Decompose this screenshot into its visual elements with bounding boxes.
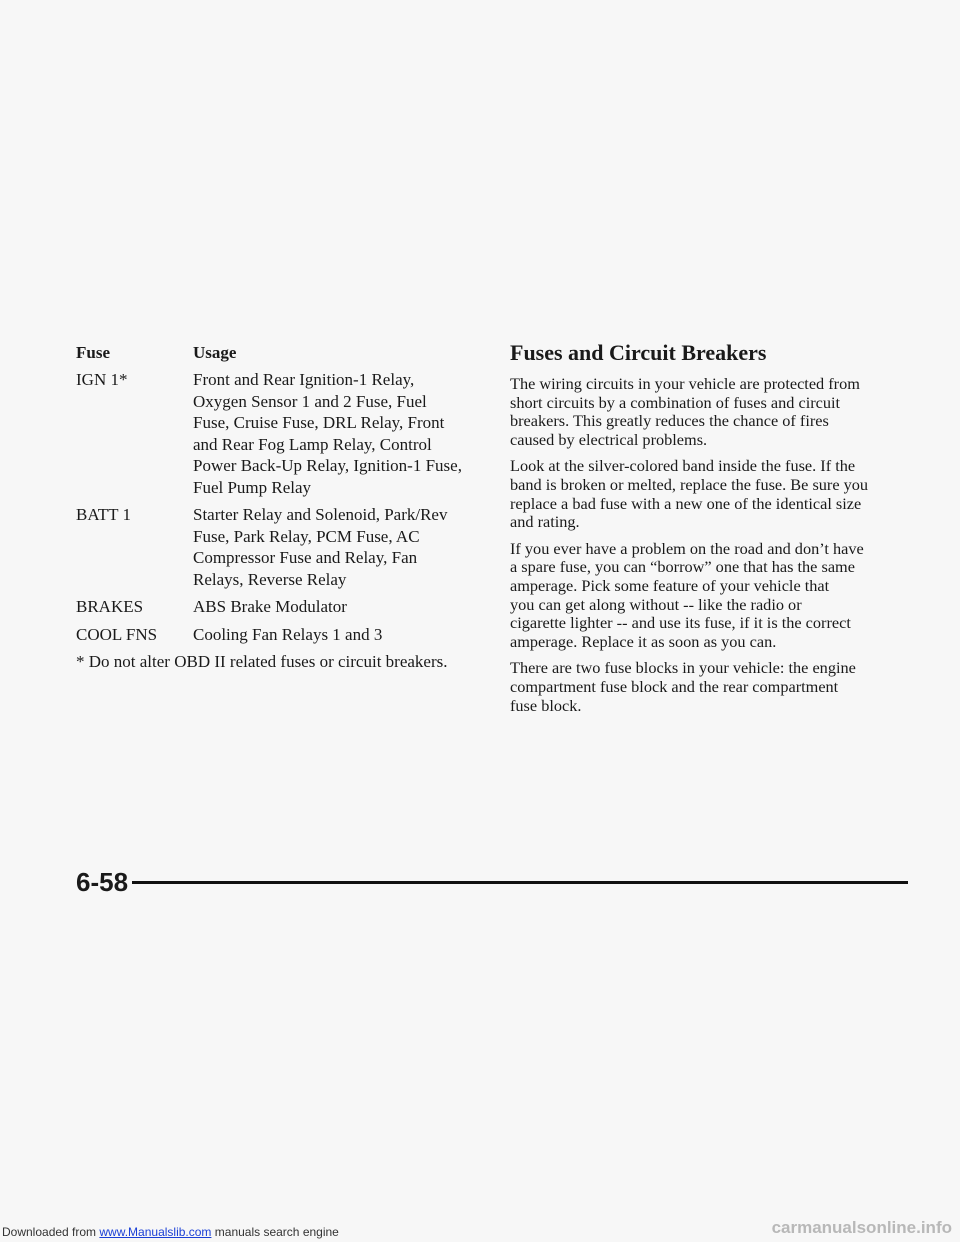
site-watermark: carmanualsonline.info: [771, 1218, 952, 1237]
section-body: [510, 375, 905, 723]
usage-column-header: Usage: [193, 343, 237, 362]
paragraph: There are two fuse blocks in your vehicle: the engine compartment fuse block and the rear compartment fuse block.: [510, 658, 856, 715]
fuse-name: IGN 1*: [76, 370, 128, 389]
paragraph: Look at the silver-colored band inside the fuse. If the band is broken or melted, replace the fuse. Be sure you replace a bad fuse with a new one of the identical size and rating.: [510, 456, 869, 532]
fuse-table: [76, 343, 476, 645]
paragraph: The wiring circuits in your vehicle are protected from short circuits by a combination of fuses and circuit breakers. This greatly reduces the chance of fires caused by electrical problems.: [510, 374, 860, 449]
download-credit-prefix: Downloaded from: [2, 1225, 100, 1239]
section-title: Fuses and Circuit Breakers: [510, 340, 767, 365]
fuse-name: BRAKES: [76, 597, 144, 616]
page-number: 6-58: [76, 867, 129, 897]
table-footnote: * Do not alter OBD II related fuses or circuit breakers.: [76, 652, 448, 671]
fuse-name: COOL FNS: [76, 624, 158, 644]
fuse-usage: Front and Rear Ignition-1 Relay, Oxygen Sensor 1 and 2 Fuse, Fuel Fuse, Cruise Fuse, DRL Relay, Front and Rear Fog Lamp Relay, Control Power Back-Up Relay, Ignition-1 Fuse, Fuel Pump Relay: [193, 370, 462, 497]
download-credit-suffix: manuals search engine: [211, 1225, 339, 1239]
fuse-name: BATT 1: [76, 505, 131, 524]
manualslib-link[interactable]: www.Manualslib.com: [99, 1225, 212, 1239]
paragraph: If you ever have a problem on the road and don’t have a spare fuse, you can “borrow” one that has the same amperage. Pick some feature of your vehicle that you can get along without -- like the radio or cigarette lighter -- and use its fuse, if it is the correct amperage. Replace it as soon as you can.: [510, 538, 864, 651]
table-row: [76, 596, 476, 618]
fuse-usage: Starter Relay and Solenoid, Park/Rev Fuse, Park Relay, PCM Fuse, AC Compressor Fuse and Relay, Fan Relays, Reverse Relay: [193, 505, 448, 589]
table-row: [76, 504, 476, 590]
table-row: [76, 624, 476, 646]
footer-rule: [132, 881, 908, 884]
download-credit: [2, 1225, 339, 1239]
fuse-table-header: [76, 343, 476, 363]
fuse-usage: Cooling Fan Relays 1 and 3: [193, 624, 383, 644]
fuse-usage: ABS Brake Modulator: [193, 597, 347, 616]
table-row: [76, 369, 476, 498]
fuse-column-header: Fuse: [76, 343, 110, 362]
